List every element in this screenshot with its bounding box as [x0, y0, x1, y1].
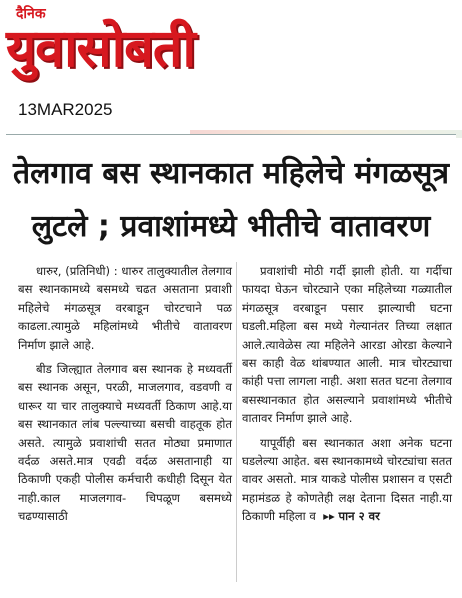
continued-arrow-icon: ▸▸ — [323, 509, 335, 524]
headline-line-2: लुटले ; प्रवाशांमध्ये भीतीचे वातावरण — [31, 209, 431, 244]
news-clipping — [6, 134, 456, 595]
article-paragraph — [242, 434, 452, 526]
article-paragraph: प्रवाशांची मोठी गर्दी झाली होती. या गर्दीचा फायदा घेऊन चोरट्याने एका महिलेच्या गळ्यातील मंगळसूत्र वरबाडून पसार झाल्याची घटना घडली.महिला बस मध्ये गेल्यानंतर तिच्या लक्षात आले.त्यावेळेस त्या महिलेने आरडा ओरडा केल्याने बस काही वेळ थांबण्यात आली. मात्र चोरट्याचा कांही पत्ता लागला नाही. अशा सतत घटना तेलगाव बसस्थानकात होत असल्याने प्रवाशांमध्ये भीतीचे वातावर निर्माण झाले आहे. — [242, 264, 452, 426]
article-paragraph-text: यापूर्वीही बस स्थानकात अशा अनेक घटना घडलेल्या आहेत. बस स्थानकामध्ये चोरट्यांचा सतत वावर असतो. मात्र याकडे पोलीस प्रशासन व एसटी महामंडळ हे कोणतेही लक्ष देताना दिसत नाही.या ठिकाणी महिला व — [242, 435, 452, 524]
article-headline — [6, 147, 456, 253]
continued-on-page: पान २ वर — [338, 509, 380, 524]
masthead-small-label: दैनिक — [16, 6, 46, 22]
newspaper-masthead — [6, 2, 306, 94]
article-paragraph: बीड जिल्ह्यात तेलगाव बस स्थानक हे मध्यवर्ती बस स्थानक असून, परळी, माजलगाव, वडवणी व धारूर या चार तालुक्याचे मध्यवर्ती ठिकाण आहे.या बस स्थानकात लांब पल्ल्याच्या बसची वाहतूक होत असते. त्यामुळे प्रवाशांची सतत मोठ्या प्रमाणात वर्दळ असते.मात्र एवढी वर्दळ असतानाही या ठिकाणी एकही पोलीस कर्मचारी कधीही दिसून येत नाही.काल माजलगाव- चिपळूण बसमध्ये चढण्यासाठी — [18, 362, 232, 524]
article-column-left — [18, 262, 232, 532]
article-paragraph: धारुर, (प्रतिनिधी) : धारुर तालुक्यातील तेलगाव बस स्थानकामध्ये बसमध्ये चढत असताना प्रवाशी महिलेचे मंगळसूत्र वरबाडून चोरटचाने पळ काढला.त्यामुळे महिलांमध्ये भीतीचे वातावरण निर्माण झाले आहे. — [18, 264, 232, 352]
masthead-title: युवासोबती — [6, 19, 195, 79]
column-divider — [236, 262, 237, 582]
article-column-right — [242, 262, 452, 532]
publication-date: 13MAR2025 — [18, 100, 113, 119]
headline-line-1: तेलगाव बस स्थानकात महिलेचे मंगळसूत्र — [12, 156, 450, 191]
